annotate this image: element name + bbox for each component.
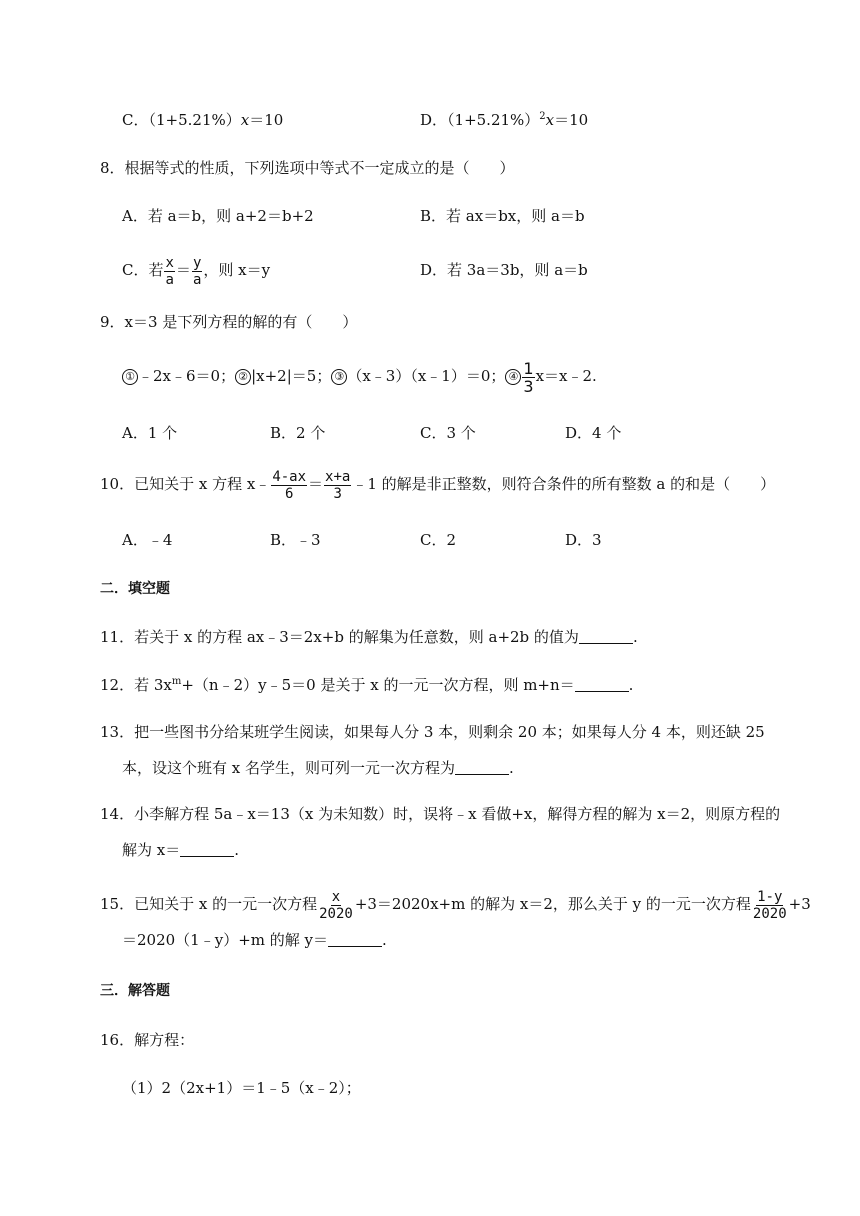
q9-stem: 9．x＝3 是下列方程的解的有（ ） [100, 313, 358, 331]
q14-line2: 解为 x＝ . [122, 841, 240, 859]
q15-line2: ＝2020（1﹣y）+m 的解 y＝ . [122, 931, 387, 949]
q14-line1: 14．小李解方程 5a﹣x＝13（x 为未知数）时，误将﹣x 看做+x，解得方程的解为 x＝2，则原方程的 [100, 805, 781, 823]
fraction-4-ax-over-6: $\frac{4-ax}{6}$ [272, 468, 307, 502]
q13-line2: 本，设这个班有 x 名学生，则可列一元一次方程为 . [122, 759, 514, 777]
q8-option-a: A．若 a＝b，则 a+2＝b+2 [122, 207, 314, 225]
answer-blank [575, 677, 629, 692]
q10-stem: 10．已知关于 x 方程 x﹣ $\frac{4-ax}{6}$ ＝ $\frac{x+a}{3}$ ﹣1 的解是非正整数，则符合条件的所有整数 a 的和是（ ） [100, 468, 776, 502]
q15-line1: 15．已知关于 x 的一元一次方程 $\frac{x}{2020}$ +3＝2020x+m 的解为 x＝2，那么关于 y 的一元一次方程 $\frac{1-y}{2020}$ +3 [100, 888, 811, 922]
fraction-x-plus-a-over-3: $\frac{x+a}{3}$ [325, 468, 351, 502]
q9-option-d: D．4 个 [565, 424, 622, 442]
fraction-one-third: $\frac{1}{3}$ [523, 358, 534, 396]
q8-option-d: D．若 3a＝3b，则 a＝b [420, 261, 588, 279]
answer-blank [455, 760, 509, 775]
q16-stem: 16．解方程： [100, 1031, 195, 1049]
q10-option-c: C．2 [420, 531, 457, 549]
answer-blank [579, 629, 633, 644]
q9-option-c: C．3 个 [420, 424, 476, 442]
section-heading-solutions: 三．解答题 [100, 983, 170, 999]
q7-option-c: C．（1+5.21%）x＝10 [122, 111, 284, 129]
q16-part1: （1）2（2x+1）＝1﹣5（x﹣2）； [122, 1079, 361, 1097]
q8-stem: 8．根据等式的性质，下列选项中等式不一定成立的是（ ） [100, 159, 515, 177]
q9-option-a: A．1 个 [122, 424, 178, 442]
q12: 12．若 $3x^m+(n﹣2)y﹣5=0$ 是关于 x 的一元一次方程，则 m+n＝ . [100, 676, 634, 694]
section-heading-fill-in: 二．填空题 [100, 581, 170, 597]
fraction-x-over-a: $\frac{x}{a}$ [165, 254, 174, 288]
fraction-y-over-a: $\frac{y}{a}$ [192, 254, 202, 288]
q9-option-b: B．2 个 [270, 424, 326, 442]
q10-option-d: D．3 [565, 531, 602, 549]
q13-line1: 13．把一些图书分给某班学生阅读，如果每人分 3 本，则剩余 20 本；如果每人分 4 本，则还缺 25 [100, 723, 765, 741]
q8-option-c: C．若 $\frac{x}{a}$ ＝ $\frac{y}{a}$ ，则 x＝y [122, 254, 271, 288]
q7-option-d: D．$(1+5.21\%)^2x=10$ [420, 111, 589, 129]
q8-option-b: B．若 ax＝bx，则 a＝b [420, 207, 585, 225]
fraction-1-y-over-2020: $\frac{1-y}{2020}$ [752, 888, 787, 922]
q9-equations: ① ﹣2x﹣6＝0； ② |x+2|＝5； ③ （x﹣3）（x﹣1）＝0； ④ $\frac{1}{3}$ x＝x﹣2. [122, 358, 597, 395]
fraction-x-over-2020: $\frac{x}{2020}$ [319, 888, 353, 922]
answer-blank [180, 842, 234, 857]
q10-option-a: A．﹣4 [122, 531, 173, 549]
q10-option-b: B．﹣3 [270, 531, 321, 549]
q11: 11．若关于 x 的方程 ax﹣3＝2x+b 的解集为任意数，则 a+2b 的值为 . [100, 628, 638, 646]
answer-blank [328, 932, 382, 947]
